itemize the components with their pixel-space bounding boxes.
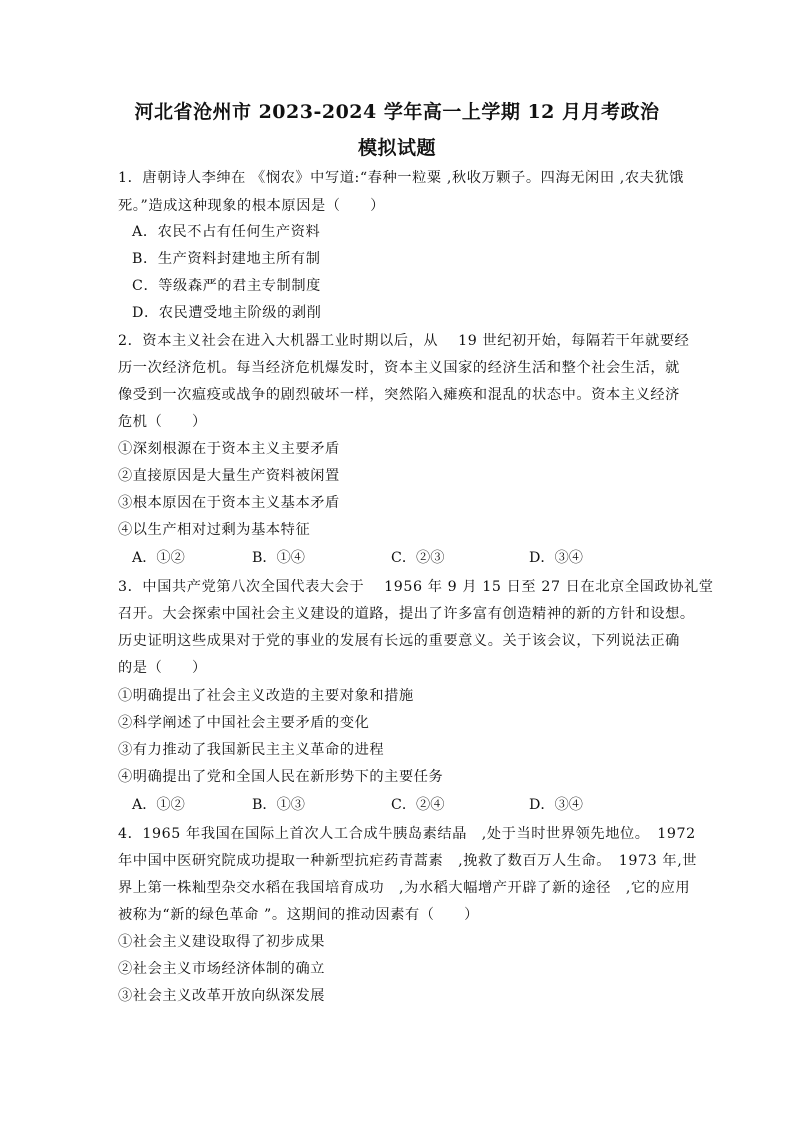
- q3-choice-d: D．③④: [529, 797, 583, 813]
- q1-option-a: A．农民不占有任何生产资料: [132, 224, 321, 240]
- q2-choice-b: B．①④: [252, 550, 305, 566]
- q3-item: ③有力推动了我国新民主主义革命的进程: [118, 742, 385, 758]
- q3-item: ②科学阐述了中国社会主要矛盾的变化: [118, 715, 370, 731]
- q2-stem-line: 历一次经济危机。每当经济危机爆发时，资本主义国家的经济生活和整个社会生活，就: [118, 360, 680, 376]
- q2-stem-line: 像受到一次瘟疫或战争的剧烈破坏一样，突然陷入瘫痪和混乱的状态中。资本主义经济: [118, 387, 680, 403]
- q2-stem-line: 2．资本主义社会在进入大机器工业时期以后，从 19 世纪初开始，每隔若干年就要经: [118, 333, 690, 349]
- q2-choices: [132, 547, 692, 567]
- q3-choices: [132, 794, 692, 814]
- q3-stem-line: 的是（ ）: [118, 660, 207, 676]
- q2-item: ①深刻根源在于资本主义主要矛盾: [118, 441, 340, 457]
- q2-item: ④以生产相对过剩为基本特征: [118, 522, 311, 538]
- q2-choice-d: D．③④: [529, 550, 583, 566]
- q1-option-d: D．农民遭受地主阶级的剥削: [132, 305, 322, 321]
- q1-option-c: C．等级森严的君主专制制度: [132, 278, 321, 294]
- q3-item: ①明确提出了社会主义改造的主要对象和措施: [118, 688, 414, 704]
- q2-choice-a: A．①②: [132, 550, 185, 566]
- q4-item: ②社会主义市场经济体制的确立: [118, 961, 326, 977]
- q4-stem-line: 年中国中医研究院成功提取一种新型抗疟药青蒿素 ,挽救了数百万人生命。 1973 年,世: [118, 853, 698, 869]
- q2-choice-c: C．②③: [391, 550, 445, 566]
- q4-item: ③社会主义改革开放向纵深发展: [118, 988, 326, 1004]
- q3-stem-line: 3．中国共产党第八次全国代表大会于 1956 年 9 月 15 日至 27 日在北京全国政协礼堂: [118, 579, 714, 595]
- q4-stem-line: 界上第一株籼型杂交水稻在我国培育成功 ,为水稻大幅增产开辟了新的途径 ,它的应用: [118, 880, 691, 896]
- q2-item: ③根本原因在于资本主义基本矛盾: [118, 495, 340, 511]
- q1-stem-line: 1．唐朝诗人李绅在 《悯农》中写道:“春种一粒粟 ,秋收万颗子。四海无闲田 ,农夫犹饿: [118, 170, 684, 186]
- q2-item: ②直接原因是大量生产资料被闲置: [118, 468, 340, 484]
- q3-choice-b: B．①③: [252, 797, 305, 813]
- q4-stem-line: 被称为“新的绿色革命 ”。这期间的推动因素有（ ）: [118, 907, 479, 923]
- q3-stem-line: 召开。大会探索中国社会主义建设的道路，提出了许多富有创造精神的新的方针和设想。: [118, 606, 695, 622]
- exam-title: 河北省沧州市 2023-2024 学年高一上学期 12 月月考政治: [134, 101, 660, 123]
- q4-stem-line: 4．1965 年我国在国际上首次人工合成牛胰岛素结晶 ,处于当时世界领先地位。 1972: [118, 826, 696, 842]
- exam-subtitle: 模拟试题: [357, 137, 436, 159]
- q2-stem-line: 危机（ ）: [118, 414, 207, 430]
- q4-item: ①社会主义建设取得了初步成果: [118, 934, 326, 950]
- q3-choice-a: A．①②: [132, 797, 185, 813]
- q3-item: ④明确提出了党和全国人民在新形势下的主要任务: [118, 769, 444, 785]
- q1-stem-line: 死。”造成这种现象的根本原因是（ ）: [118, 198, 385, 214]
- q3-stem-line: 历史证明这些成果对于党的事业的发展有长远的重要意义。关于该会议，下列说法正确: [118, 633, 680, 649]
- q1-option-b: B．生产资料封建地主所有制: [132, 251, 321, 267]
- q3-choice-c: C．②④: [391, 797, 445, 813]
